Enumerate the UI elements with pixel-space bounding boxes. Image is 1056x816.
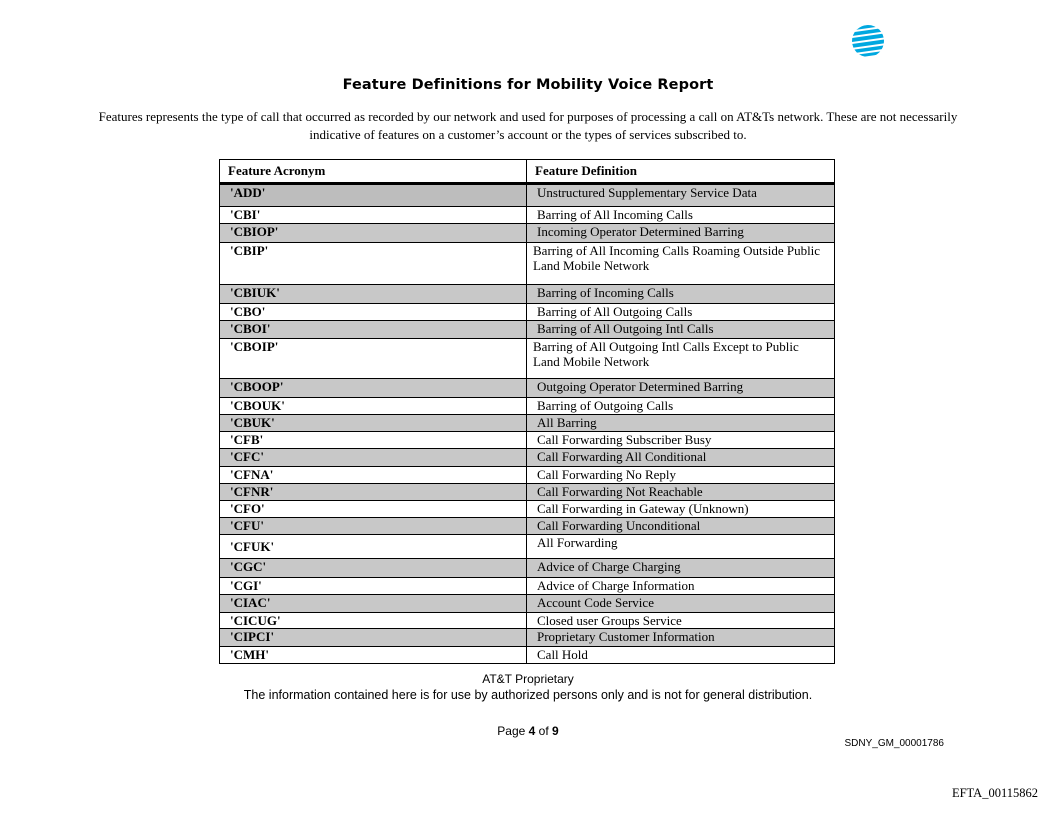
feature-acronym-cell: 'CBO' [220,304,527,321]
feature-definition-cell: Advice of Charge Charging [527,559,835,578]
table-row [220,415,835,432]
distribution-notice: The information contained here is for use by authorized persons only and is not for general distribution. [243,688,813,702]
feature-acronym-cell: 'CFO' [220,501,527,518]
feature-acronym-cell: 'CBIP' [220,243,527,285]
table-row [220,398,835,415]
page-title: Feature Definitions for Mobility Voice Report [342,77,714,93]
intro-paragraph: Features represents the type of call that occurred as recorded by our network and used for purposes of processing a call on AT&Ts network. These are not necessarily indicative of features on a customer’s account or the types of services subscribed to. [98,109,958,142]
att-globe-logo [849,24,887,58]
table-row [220,207,835,224]
feature-definition-cell: Barring of All Outgoing Intl Calls [527,321,835,339]
feature-acronym-cell: 'CGI' [220,578,527,595]
feature-acronym-cell: 'CFUK' [220,535,527,559]
feature-definition-cell: Call Forwarding No Reply [527,467,835,484]
feature-acronym-cell: 'CFB' [220,432,527,449]
feature-definition-cell: Closed user Groups Service [527,613,835,629]
page-total: 9 [552,724,559,738]
table-header-row [220,160,835,184]
feature-acronym-cell: 'CBOIP' [220,339,527,379]
feature-definition-cell: Call Forwarding Subscriber Busy [527,432,835,449]
feature-acronym-cell: 'CBOUK' [220,398,527,415]
table-row [220,432,835,449]
feature-definition-cell: Unstructured Supplementary Service Data [527,184,835,207]
header-feature-definition: Feature Definition [527,160,835,184]
feature-acronym-cell: 'CBI' [220,207,527,224]
table-row [220,629,835,647]
feature-acronym-cell: 'CICUG' [220,613,527,629]
table-row [220,595,835,613]
feature-acronym-cell: 'CBIUK' [220,285,527,304]
proprietary-label: AT&T Proprietary [482,672,574,686]
feature-acronym-cell: 'CIPCI' [220,629,527,647]
feature-definition-cell: Barring of All Incoming Calls Roaming Outside Public Land Mobile Network [527,243,835,285]
table-row [220,578,835,595]
bates-efta-number: EFTA_00115862 [951,786,1038,800]
table-row [220,449,835,467]
feature-definition-cell: Call Forwarding All Conditional [527,449,835,467]
feature-definition-cell: All Forwarding [527,535,835,559]
feature-acronym-cell: 'CBOOP' [220,379,527,398]
feature-acronym-cell: 'CBIOP' [220,224,527,243]
feature-definition-cell: Outgoing Operator Determined Barring [527,379,835,398]
feature-definition-cell: Advice of Charge Information [527,578,835,595]
feature-acronym-cell: 'ADD' [220,184,527,207]
feature-definition-cell: Barring of All Outgoing Calls [527,304,835,321]
feature-acronym-cell: 'CMH' [220,647,527,664]
table-row [220,285,835,304]
table-row [220,484,835,501]
feature-definition-cell: Call Hold [527,647,835,664]
table-row [220,613,835,629]
feature-definition-cell: Barring of Incoming Calls [527,285,835,304]
feature-acronym-cell: 'CFNA' [220,467,527,484]
feature-acronym-cell: 'CBUK' [220,415,527,432]
table-row [220,243,835,285]
feature-definition-cell: Barring of Outgoing Calls [527,398,835,415]
page-prefix: Page [497,724,526,738]
feature-acronym-cell: 'CFU' [220,518,527,535]
feature-definition-cell: Proprietary Customer Information [527,629,835,647]
page-number [0,724,1056,738]
table-row [220,321,835,339]
feature-definition-cell: Barring of All Incoming Calls [527,207,835,224]
table-row [220,224,835,243]
feature-definition-cell: All Barring [527,415,835,432]
feature-acronym-cell: 'CFNR' [220,484,527,501]
feature-acronym-cell: 'CGC' [220,559,527,578]
page-of: of [538,724,549,738]
table-row [220,379,835,398]
feature-definition-cell: Call Forwarding Not Reachable [527,484,835,501]
feature-definition-cell: Call Forwarding Unconditional [527,518,835,535]
feature-definition-cell: Account Code Service [527,595,835,613]
feature-acronym-cell: 'CBOI' [220,321,527,339]
feature-acronym-cell: 'CFC' [220,449,527,467]
table-row [220,535,835,559]
table-row [220,518,835,535]
bates-sdny-number: SDNY_GM_00001786 [844,738,944,749]
feature-definition-cell: Barring of All Outgoing Intl Calls Except to Public Land Mobile Network [527,339,835,379]
table-row [220,304,835,321]
feature-definition-cell: Incoming Operator Determined Barring [527,224,835,243]
table-row [220,184,835,207]
table-row [220,647,835,664]
header-feature-acronym: Feature Acronym [220,160,527,184]
table-row [220,501,835,518]
feature-acronym-cell: 'CIAC' [220,595,527,613]
feature-definition-cell: Call Forwarding in Gateway (Unknown) [527,501,835,518]
table-row [220,339,835,379]
table-row [220,559,835,578]
page-current: 4 [528,724,536,738]
table-row [220,467,835,484]
feature-definitions-table [219,159,835,664]
